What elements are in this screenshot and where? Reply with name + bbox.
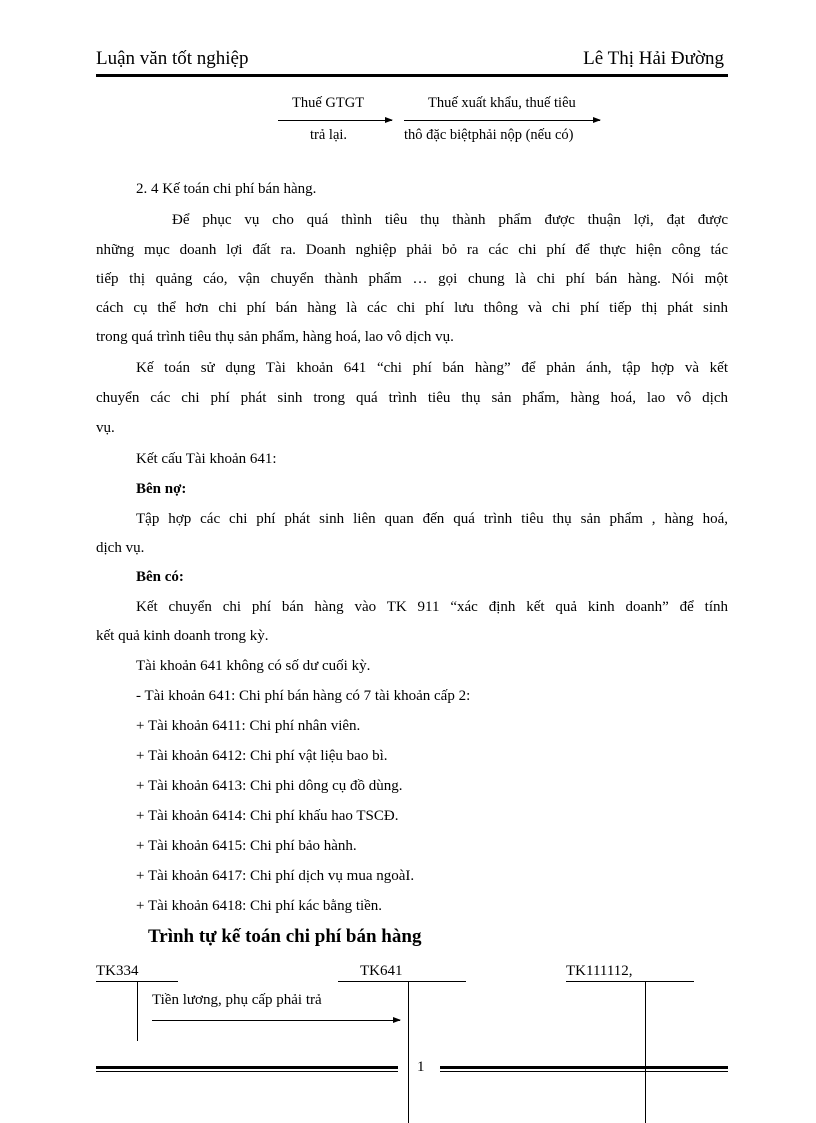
diagram-title: Trình tự kế toán chi phí bán hàng (148, 926, 422, 947)
header-author-right: Lê Thị Hải Đường (583, 48, 724, 69)
para1-line: tiếp thị quảng cáo, vận chuyển thành phẩm … gọi chung là chi phí bán hàng. Nói một (96, 271, 728, 287)
section-heading: 2. 4 Kế toán chi phí bán hàng. (136, 181, 317, 197)
para2-line: chuyển các chi phí phát sinh trong quá trình tiêu thụ sản phẩm, hàng hoá, lao vô dịch (96, 390, 728, 406)
footer-rule-left (96, 1066, 398, 1069)
sub-accounts-intro: - Tài khoản 641: Chi phí bán hàng có 7 tài khoản cấp 2: (136, 688, 471, 704)
sub-account-item: + Tài khoản 6414: Chi phí khấu hao TSCĐ. (136, 808, 399, 824)
diagram-top-arrow-left (278, 120, 392, 121)
diagram-top-left-sublabel: trả lại. (310, 127, 348, 143)
account-tk641: TK641 (360, 963, 403, 979)
account-tk641-rule (338, 981, 466, 982)
sub-account-item: + Tài khoản 6417: Chi phí dịch vụ mua ngoàI. (136, 868, 415, 884)
credit-text-line-last: kết quả kinh doanh trong kỳ. (96, 628, 269, 644)
salary-arrow (152, 1020, 400, 1021)
sub-account-item: + Tài khoản 6418: Chi phí kác bằng tiền. (136, 898, 383, 914)
diagram-top-right-sublabel: thô đặc biệtphải nộp (nếu có) (404, 127, 574, 143)
sub-account-item: + Tài khoản 6415: Chi phí bảo hành. (136, 838, 357, 854)
header-rule (96, 74, 728, 77)
credit-text-line: Kết chuyển chi phí bán hàng vào TK 911 “xác định kết quả kinh doanh” để tính (136, 599, 728, 615)
footer-rule-right (440, 1066, 728, 1069)
para2-line-last: vụ. (96, 420, 115, 436)
para1-line: cách cụ thể hơn chi phí bán hàng là các chi phí lưu thông và chi phí tiếp thị phát sinh (96, 300, 728, 316)
sub-account-item: + Tài khoản 6411: Chi phí nhân viên. (136, 718, 361, 734)
para1-line-last: trong quá trình tiêu thụ sản phẩm, hàng hoá, lao vô dịch vụ. (96, 329, 454, 345)
para1-line: những mục doanh lợi đất ra. Doanh nghiệp phải bỏ ra các chi phí để thực hiện công tác (96, 242, 728, 258)
para2-line: Kế toán sử dụng Tài khoản 641 “chi phí bán hàng” để phản ánh, tập hợp và kết (136, 360, 728, 376)
no-balance-note: Tài khoản 641 không có số dư cuối kỳ. (136, 658, 371, 674)
footer-rule-right-thin (440, 1071, 728, 1072)
sub-account-item: + Tài khoản 6412: Chi phí vật liệu bao bì. (136, 748, 388, 764)
debit-text-line: Tập hợp các chi phí phát sinh liên quan đến quá trình tiêu thụ sản phẩm , hàng hoá, (136, 511, 728, 527)
sub-account-item: + Tài khoản 6413: Chi phi dông cụ đồ dùng. (136, 778, 403, 794)
account-tk111112: TK111112, (566, 963, 633, 979)
account-tk641-stem (408, 981, 409, 1123)
account-tk334-stem (137, 981, 138, 1041)
page-number: 1 (417, 1059, 425, 1075)
diagram-top-left-label: Thuế GTGT (292, 95, 365, 111)
account-tk111112-stem (645, 981, 646, 1123)
account-tk334: TK334 (96, 963, 139, 979)
structure-heading: Kết cấu Tài khoản 641: (136, 451, 277, 467)
footer-rule-left-thin (96, 1071, 398, 1072)
account-tk111112-rule (566, 981, 694, 982)
credit-label: Bên có: (136, 569, 184, 585)
diagram-top-arrow-right (404, 120, 600, 121)
debit-label: Bên nợ: (136, 481, 187, 497)
diagram-top-right-label: Thuế xuất khẩu, thuế tiêu (428, 95, 576, 111)
header-title-left: Luận văn tốt nghiệp (96, 48, 249, 69)
debit-text-line-last: dịch vụ. (96, 540, 145, 556)
salary-arrow-label: Tiền lương, phụ cấp phải trả (152, 992, 322, 1008)
para1-line: Để phục vụ cho quá thình tiêu thụ thành phẩm được thuận lợi, đạt được (172, 212, 728, 228)
